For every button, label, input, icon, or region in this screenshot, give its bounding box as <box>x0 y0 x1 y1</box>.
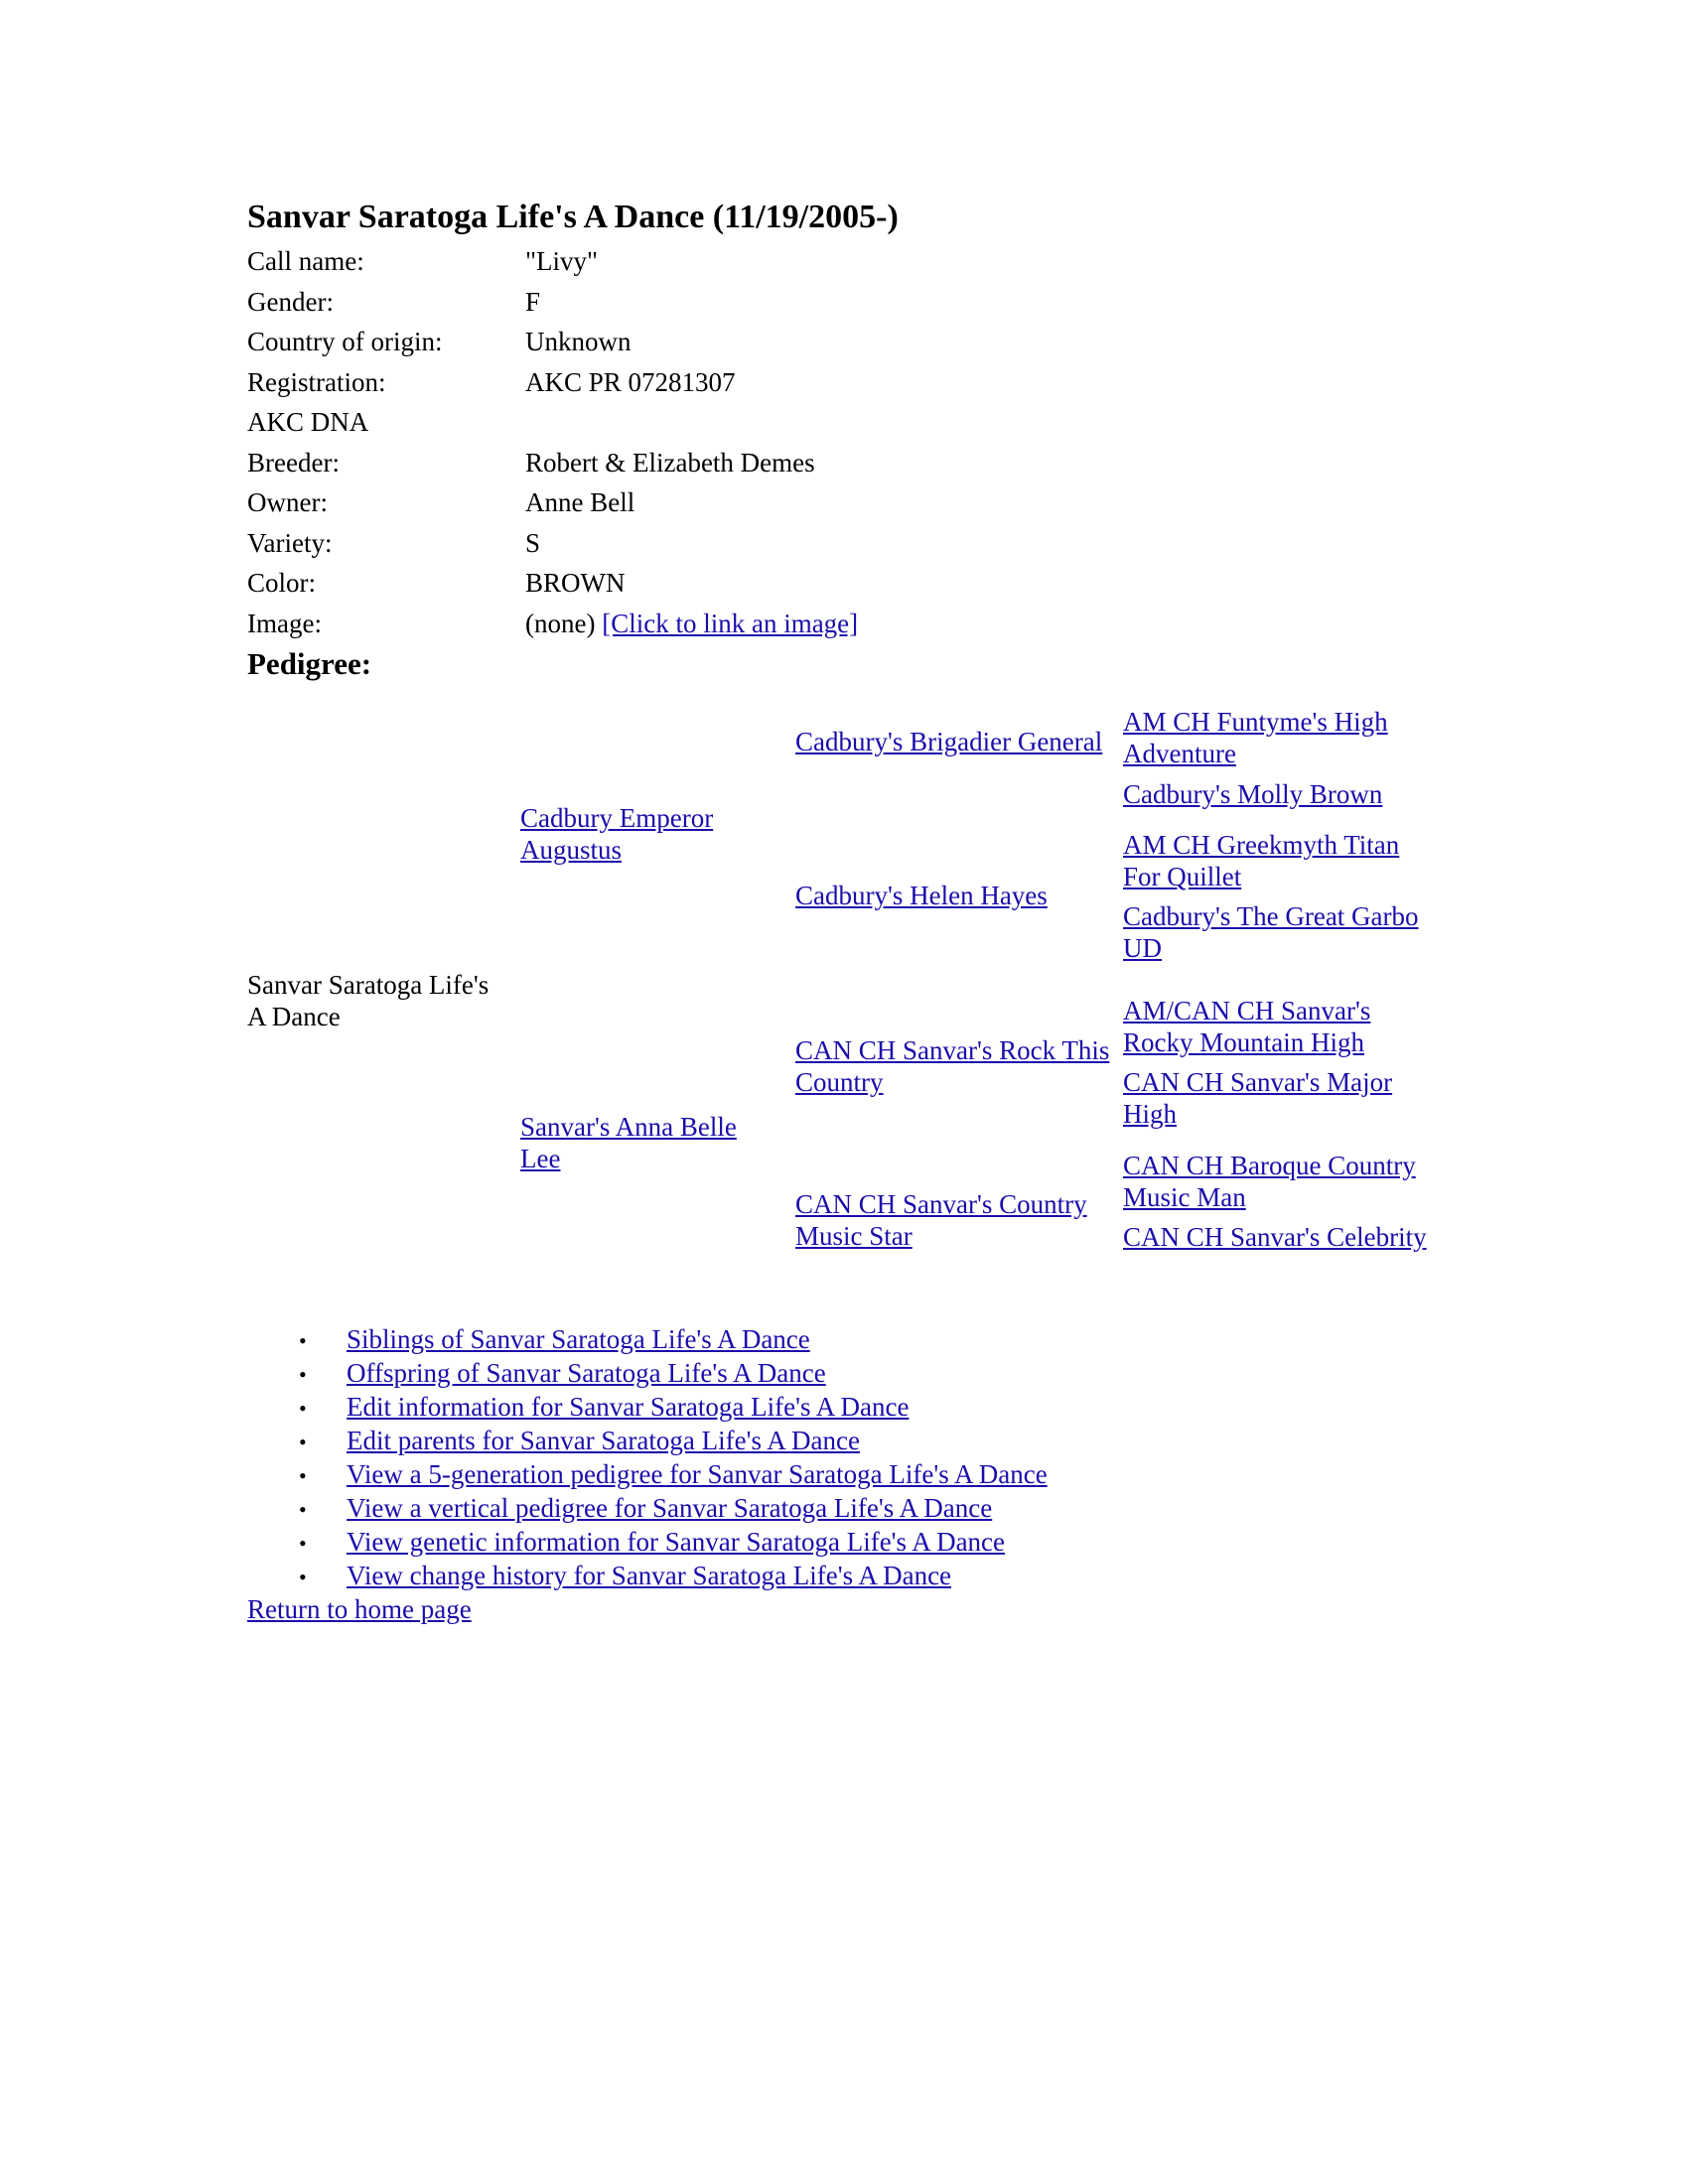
pedigree-heading: Pedigree: <box>247 646 372 681</box>
pedigree-dam-link[interactable]: Sanvar's Anna Belle Lee <box>520 1112 737 1173</box>
page-title: Sanvar Saratoga Life's A Dance (11/19/2005-) <box>247 199 899 235</box>
list-item <box>247 1358 1048 1392</box>
list-item <box>247 1392 1048 1426</box>
info-label: Registration: <box>247 366 386 397</box>
info-value: Anne Bell <box>525 487 635 517</box>
pedigree-ggen-link[interactable]: CAN CH Sanvar's Celebrity <box>1123 1222 1427 1252</box>
pedigree-subject: Sanvar Saratoga Life's A Dance <box>247 970 490 1031</box>
pedigree-ggen-link[interactable]: Cadbury's The Great Garbo UD <box>1123 901 1419 963</box>
bullet: • <box>299 1362 307 1387</box>
info-value: "Livy" <box>525 246 599 276</box>
pedigree-sire-dam-link[interactable]: Cadbury's Helen Hayes <box>795 881 1048 910</box>
list-item <box>247 1459 1048 1493</box>
info-value: BROWN <box>525 568 626 598</box>
list-item <box>247 1493 1048 1527</box>
list-item <box>247 1527 1048 1561</box>
pedigree-ggen-link[interactable]: AM/CAN CH Sanvar's Rocky Mountain High <box>1123 996 1371 1057</box>
siblings-link[interactable]: Siblings of Sanvar Saratoga Life's A Dance <box>347 1324 810 1354</box>
bullet: • <box>299 1328 307 1353</box>
list-item <box>247 1324 1048 1358</box>
offspring-link[interactable]: Offspring of Sanvar Saratoga Life's A Dance <box>347 1358 826 1388</box>
bullet: • <box>299 1565 307 1589</box>
info-label: Owner: <box>247 487 328 517</box>
bullet: • <box>299 1396 307 1421</box>
pedigree-ggen-link[interactable]: AM CH Greekmyth Titan For Quillet <box>1123 830 1400 891</box>
image-none-text: (none) <box>525 608 603 638</box>
pedigree-ggen-link[interactable]: Cadbury's Molly Brown <box>1123 779 1383 809</box>
edit-information-link[interactable]: Edit information for Sanvar Saratoga Life's A Dance <box>347 1392 910 1422</box>
list-item <box>247 1426 1048 1459</box>
bullet: • <box>299 1531 307 1556</box>
info-label: Call name: <box>247 246 364 276</box>
info-label: Country of origin: <box>247 327 443 356</box>
five-generation-pedigree-link[interactable]: View a 5-generation pedigree for Sanvar Saratoga Life's A Dance <box>347 1459 1048 1489</box>
pedigree-sire-link[interactable]: Cadbury Emperor Augustus <box>520 803 714 865</box>
link-image-link[interactable]: [Click to link an image] <box>602 608 859 638</box>
info-value: S <box>525 527 541 558</box>
pedigree-ggen-link[interactable]: CAN CH Baroque Country Music Man <box>1123 1151 1416 1212</box>
pedigree-ggen-link[interactable]: CAN CH Sanvar's Major High <box>1123 1067 1393 1129</box>
info-value-image <box>525 609 858 639</box>
info-label: Color: <box>247 568 317 598</box>
pedigree-dam-sire-link[interactable]: CAN CH Sanvar's Rock This Country <box>795 1035 1110 1097</box>
return-home-link[interactable]: Return to home page <box>247 1594 472 1624</box>
info-label: AKC DNA <box>247 407 369 437</box>
info-value: F <box>525 286 541 317</box>
info-label: Image: <box>247 608 322 638</box>
genetic-information-link[interactable]: View genetic information for Sanvar Saratoga Life's A Dance <box>347 1527 1006 1557</box>
pedigree-dam-dam-link[interactable]: CAN CH Sanvar's Country Music Star <box>795 1189 1087 1251</box>
info-label: Breeder: <box>247 447 340 478</box>
vertical-pedigree-link[interactable]: View a vertical pedigree for Sanvar Saratoga Life's A Dance <box>347 1493 993 1523</box>
edit-parents-link[interactable]: Edit parents for Sanvar Saratoga Life's A Dance <box>347 1426 860 1455</box>
bullet: • <box>299 1430 307 1454</box>
info-label: Variety: <box>247 527 333 558</box>
info-label: Gender: <box>247 286 334 317</box>
pedigree-sire-sire-link[interactable]: Cadbury's Brigadier General <box>795 727 1103 756</box>
list-item <box>247 1561 1048 1594</box>
info-value: AKC PR 07281307 <box>525 366 736 397</box>
change-history-link[interactable]: View change history for Sanvar Saratoga Life's A Dance <box>347 1561 952 1590</box>
action-link-list <box>247 1324 1048 1594</box>
info-value: Unknown <box>525 327 632 356</box>
bullet: • <box>299 1463 307 1488</box>
info-value: Robert & Elizabeth Demes <box>525 447 815 478</box>
pedigree-ggen-link[interactable]: AM CH Funtyme's High Adventure <box>1123 707 1388 768</box>
bullet: • <box>299 1497 307 1522</box>
